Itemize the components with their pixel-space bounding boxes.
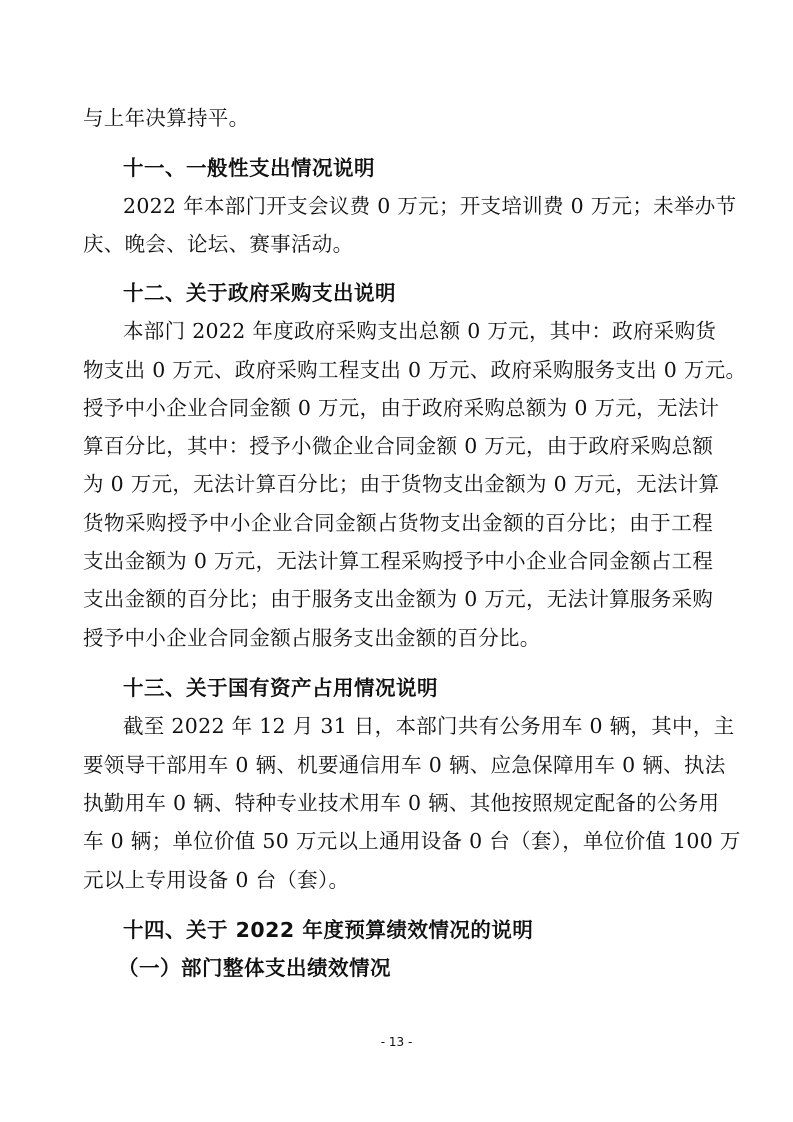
paragraph-line: 车 0 辆；单位价值 50 万元以上通用设备 0 台（套），单位价值 100 万 xyxy=(83,829,741,853)
paragraph-line: 要领导干部用车 0 辆、机要通信用车 0 辆、应急保障用车 0 辆、执法 xyxy=(83,753,726,777)
paragraph-line: 庆、晚会、论坛、赛事活动。 xyxy=(83,232,354,256)
paragraph-line: 元以上专用设备 0 台（套）。 xyxy=(83,868,350,892)
paragraph-line: 2022 年本部门开支会议费 0 万元；开支培训费 0 万元；未举办节 xyxy=(123,194,737,218)
paragraph-line: 截至 2022 年 12 月 31 日，本部门共有公务用车 0 辆，其中，主 xyxy=(123,714,735,738)
section-heading-11: 十一、一般性支出情况说明 xyxy=(123,156,375,180)
paragraph-line: 货物采购授予中小企业合同金额占货物支出金额的百分比；由于工程 xyxy=(83,511,713,535)
paragraph-line: 执勤用车 0 辆、特种专业技术用车 0 辆、其他按照规定配备的公务用 xyxy=(83,791,720,815)
section-heading-13: 十三、关于国有资产占用情况说明 xyxy=(123,676,438,700)
paragraph-line: 算百分比，其中：授予小微企业合同金额 0 万元，由于政府采购总额 xyxy=(83,434,714,458)
paragraph-line: 与上年决算持平。 xyxy=(83,106,250,130)
paragraph-line: 支出金额为 0 万元，无法计算工程采购授予中小企业合同金额占工程 xyxy=(83,549,714,573)
paragraph-line: 为 0 万元，无法计算百分比；由于货物支出金额为 0 万元，无法计算 xyxy=(83,472,720,496)
section-heading-12: 十二、关于政府采购支出说明 xyxy=(123,281,396,305)
paragraph-line: 授予中小企业合同金额 0 万元，由于政府采购总额为 0 万元，无法计 xyxy=(83,396,720,420)
paragraph-line: 物支出 0 万元、政府采购工程支出 0 万元、政府采购服务支出 0 万元。 xyxy=(83,358,747,382)
paragraph-line: 支出金额的百分比；由于服务支出金额为 0 万元，无法计算服务采购 xyxy=(83,587,714,611)
paragraph-line: 本部门 2022 年度政府采购支出总额 0 万元，其中：政府采购货 xyxy=(123,319,717,343)
section-heading-14: 十四、关于 2022 年度预算绩效情况的说明 xyxy=(123,918,534,942)
subsection-heading-1: （一）部门整体支出绩效情况 xyxy=(118,956,391,980)
page-number: - 13 - xyxy=(380,1035,413,1049)
paragraph-line: 授予中小企业合同金额占服务支出金额的百分比。 xyxy=(83,626,541,650)
